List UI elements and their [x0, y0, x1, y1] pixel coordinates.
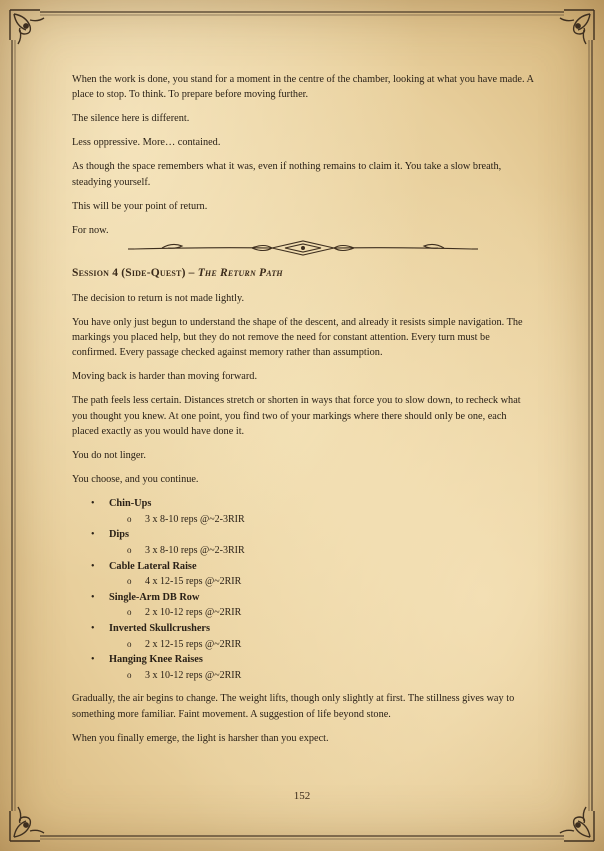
paragraph: The silence here is different.: [72, 113, 190, 125]
exercise-detail: 4 x 12-15 reps @~2RIR: [145, 576, 242, 588]
exercise-detail-row: [72, 668, 534, 684]
exercise-detail-row: [72, 543, 534, 559]
list-item: [72, 559, 534, 590]
bullet-icon: •: [91, 591, 95, 603]
sub-bullet-icon: o: [127, 545, 132, 556]
sub-bullet-icon: o: [127, 638, 132, 649]
exercise-detail-row: [72, 574, 534, 590]
corner-flourish-top-left: [10, 10, 44, 44]
paragraph: When you finally emerge, the light is harsher than you expect.: [72, 732, 329, 744]
list-item: [72, 496, 534, 527]
paragraph: The decision to return is not made lightly.: [72, 292, 245, 304]
sub-bullet-icon: o: [127, 513, 132, 524]
bullet-icon: •: [91, 529, 95, 541]
heading-main: Session 4 (Side-Quest) –: [72, 267, 198, 280]
bullet-icon: •: [91, 654, 95, 666]
exercise-name: Hanging Knee Raises: [109, 654, 203, 666]
paragraph: For now.: [72, 224, 109, 236]
heading-subtitle: The Return Path: [197, 267, 283, 280]
exercise-detail: 3 x 8-10 reps @~2-3RIR: [145, 513, 245, 525]
sub-bullet-icon: o: [127, 576, 132, 587]
page-body: [72, 72, 534, 755]
exercise-detail: 3 x 10-12 reps @~2RIR: [145, 669, 242, 681]
corner-flourish-bottom-left: [10, 807, 44, 841]
exercise-detail-row: [72, 605, 534, 621]
exercise-detail: 3 x 8-10 reps @~2-3RIR: [145, 545, 245, 557]
paragraph: Gradually, the air begins to change. The weight lifts, though only slightly at first. The stillness gives way to something more familiar. Faint movement. A suggestion of life beyond stone.: [72, 693, 515, 720]
ornamental-divider: [72, 240, 534, 256]
exercise-name: Cable Lateral Raise: [109, 560, 197, 572]
narrative-section: [72, 291, 534, 488]
closing-section: [72, 691, 534, 746]
paragraph: This will be your point of return.: [72, 200, 208, 212]
exercise-name: Dips: [109, 529, 130, 541]
list-item: [72, 652, 534, 683]
intro-section: [72, 72, 534, 238]
corner-flourish-top-right: [560, 10, 594, 44]
exercise-list: [72, 496, 534, 683]
section-heading: [72, 266, 534, 281]
list-item: [72, 590, 534, 621]
list-item: [72, 527, 534, 558]
paragraph: You do not linger.: [72, 450, 146, 462]
paragraph: When the work is done, you stand for a moment in the centre of the chamber, looking at what you have made. A place to stop. To think. To prepare before moving further.: [72, 74, 534, 101]
paragraph: As though the space remembers what it was, even if nothing remains to claim it. You take a slow breath, steadying yourself.: [72, 161, 502, 188]
exercise-name: Inverted Skullcrushers: [109, 623, 210, 634]
exercise-detail: 2 x 12-15 reps @~2RIR: [145, 638, 242, 650]
paragraph: Less oppressive. More… contained.: [72, 137, 221, 149]
paragraph: You have only just begun to understand the shape of the descent, and already it resists simple navigation. The markings you placed help, but they do not remove the need for constant attention. Every turn must be confirmed. Every passage checked against memory rather than assumption.: [72, 316, 523, 359]
bullet-icon: •: [91, 623, 95, 634]
list-item: [72, 621, 534, 652]
paragraph: You choose, and you continue.: [72, 474, 199, 486]
bullet-icon: •: [91, 560, 95, 572]
sub-bullet-icon: o: [127, 607, 132, 618]
corner-flourish-bottom-right: [560, 807, 594, 841]
sub-bullet-icon: o: [127, 669, 132, 680]
paragraph: Moving back is harder than moving forward.: [72, 371, 258, 383]
exercise-detail-row: [72, 637, 534, 653]
exercise-detail-row: [72, 512, 534, 528]
exercise-name: Chin-Ups: [109, 498, 152, 510]
paragraph: The path feels less certain. Distances stretch or shorten in ways that force you to slow down, to recheck what you thought you knew. At one point, you find two of your markings where there should only be one, each placed exactly as you would have done it.: [72, 395, 521, 438]
bullet-icon: •: [91, 498, 95, 510]
page-number: 152: [293, 790, 311, 802]
exercise-name: Single-Arm DB Row: [109, 591, 200, 603]
exercise-detail: 2 x 10-12 reps @~2RIR: [145, 607, 242, 619]
